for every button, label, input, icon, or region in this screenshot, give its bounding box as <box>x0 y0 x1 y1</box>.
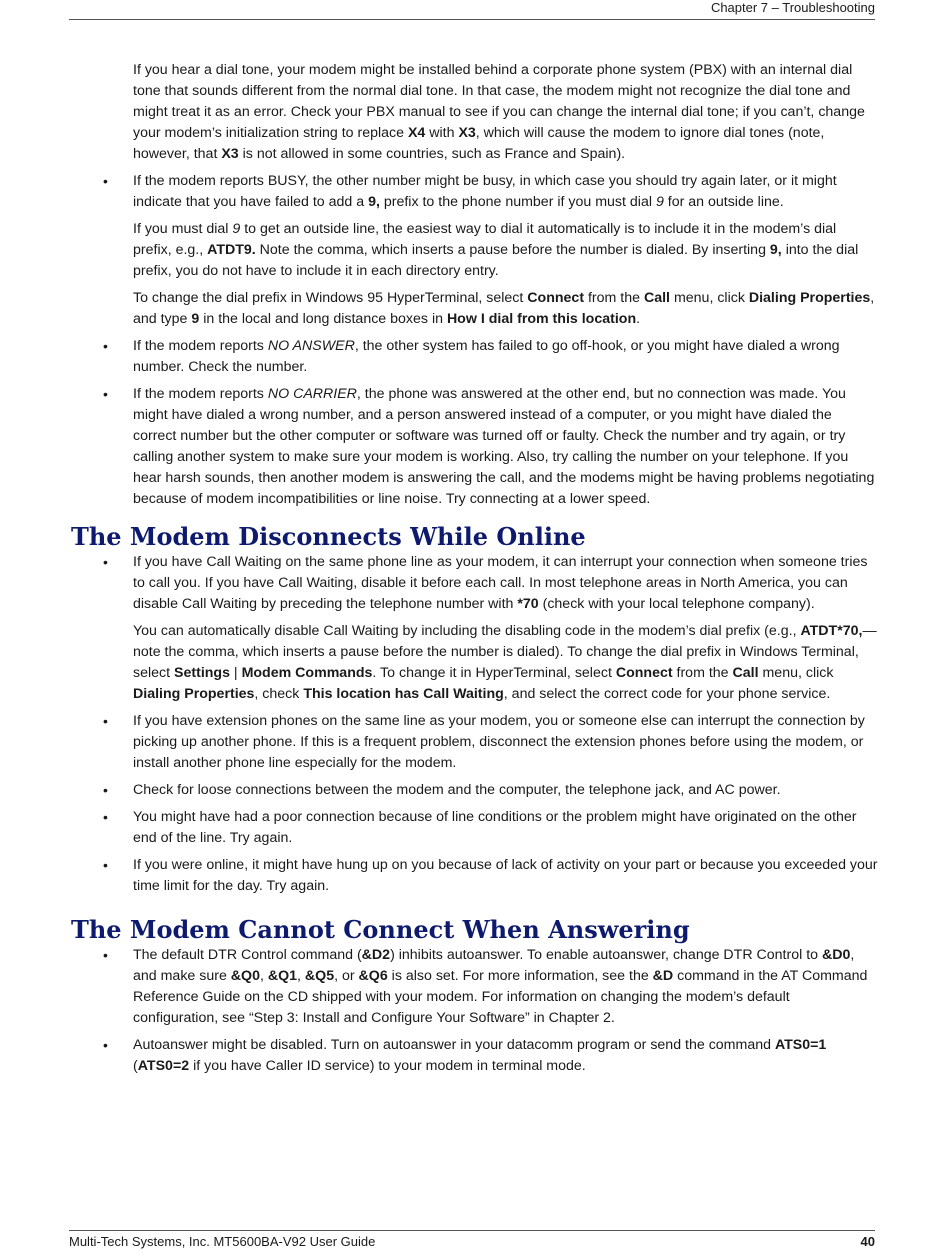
text-run: . <box>636 311 641 327</box>
bullet-icon: • <box>103 386 108 402</box>
bold-run: Connect <box>615 665 673 681</box>
text-run: , <box>297 968 305 984</box>
bold-run: ATDT*70, <box>800 623 863 639</box>
bullet-item <box>103 336 878 378</box>
bullet-icon: • <box>103 554 108 570</box>
text-run: if you have Caller ID service) to your modem in terminal mode. <box>189 1058 586 1074</box>
bullet-item <box>103 552 878 615</box>
text-run: with <box>425 125 459 141</box>
bold-run: X3 <box>221 146 239 162</box>
paragraph-text <box>133 336 878 378</box>
bold-run: &D2 <box>361 947 391 963</box>
text-run: You might have had a poor connection because of line conditions or the problem might have originated on the other end of the line. Try again. <box>133 809 857 846</box>
text-run: If the modem reports BUSY, the other number might be busy, in which case you should try again later, or it might indicate that you have failed to add a <box>133 173 837 210</box>
text-run: If you were online, it might have hung up on you because of lack of activity on your part or because you exceeded your time limit for the day. Try again. <box>133 857 878 894</box>
bullet-item <box>103 171 878 213</box>
text-run: into the dial prefix, you do not have to include it in each directory entry. <box>133 242 859 279</box>
bold-run: This location has Call Waiting <box>303 686 504 702</box>
bullet-icon: • <box>103 947 108 963</box>
paragraph-text <box>133 552 878 615</box>
paragraph-text <box>133 855 878 897</box>
text-run: command in the AT Command Reference Guide on the CD shipped with your modem. For information on changing the modem’s default configuration, see “Step 3: Install and Configure Your Software” in Chapter 2. <box>133 968 868 1026</box>
bullet-item <box>103 780 878 801</box>
bullet-icon: • <box>103 782 108 798</box>
paragraph <box>133 288 878 330</box>
bold-run: X3 <box>458 125 476 141</box>
italic-run: 9 <box>232 221 241 237</box>
text-run: If the modem reports <box>133 338 268 354</box>
text-run: To change the dial prefix in Windows 95 HyperTerminal, select <box>133 290 528 306</box>
text-run: from the <box>672 665 733 681</box>
paragraph-text <box>133 288 878 330</box>
text-run: ( <box>133 1058 138 1074</box>
bold-run: Call <box>643 290 671 306</box>
paragraph-text <box>133 945 878 1029</box>
bold-run: Connect <box>527 290 585 306</box>
text-run: , or <box>334 968 359 984</box>
bold-run: *70 <box>517 596 539 612</box>
bold-run: X4 <box>407 125 426 141</box>
text-run: , check <box>254 686 304 702</box>
bold-run: &Q6 <box>358 968 388 984</box>
paragraph-text <box>133 711 878 774</box>
text-run: Autoanswer might be disabled. Turn on autoanswer in your datacomm program or send the command <box>133 1037 775 1053</box>
text-run: , the phone was answered at the other end, but no connection was made. You might have dialed a wrong number, and a person answered instead of a computer, or you might have dialed the correct number but the other computer or software was turned off or faulty. Check the number and try again, or try calling another system to make sure your modem is working. Also, try calling the number on your telephone. If you hear harsh sounds, then another modem is answering the call, and the modems might be having problems negotiating because of modem incompatibilities or line noise. Try connecting at a lower speed. <box>133 386 875 507</box>
paragraph-text <box>133 1035 878 1077</box>
bullet-icon: • <box>103 1037 108 1053</box>
bold-run: ATS0=1 <box>774 1037 827 1053</box>
bullet-icon: • <box>103 713 108 729</box>
text-run: ) inhibits autoanswer. To enable autoanswer, change DTR Control to <box>390 947 822 963</box>
bold-run: &D0 <box>821 947 851 963</box>
bullet-icon: • <box>103 809 108 825</box>
page-footer <box>69 1230 875 1251</box>
paragraph <box>133 60 878 165</box>
document-body <box>0 60 950 1083</box>
text-run: Note the comma, which inserts a pause before the number is dialed. By inserting <box>255 242 770 258</box>
text-run: prefix to the phone number if you must dial <box>379 194 656 210</box>
bullet-item <box>103 711 878 774</box>
text-run: If you hear a dial tone, your modem might be installed behind a corporate phone system (PBX) with an internal dial tone that sounds different from the normal dial tone. In that case, the modem might not recognize the dial tone and might treat it as an error. Check your PBX manual to see if you can change the internal dial tone; if you can’t, change your modem’s initialization string to replace <box>133 62 865 141</box>
paragraph-text <box>133 60 878 165</box>
bullet-icon: • <box>103 338 108 354</box>
bold-run: Call <box>732 665 759 681</box>
text-run: , and make sure <box>133 947 855 984</box>
bold-run: &Q1 <box>267 968 298 984</box>
bullet-item <box>103 807 878 849</box>
bold-run: 9 <box>191 311 200 327</box>
italic-run: NO CARRIER <box>267 386 357 402</box>
footer-guide-title: Multi-Tech Systems, Inc. MT5600BA-V92 User Guide <box>69 1234 376 1249</box>
bullet-item <box>103 945 878 1029</box>
text-run: from the <box>584 290 644 306</box>
text-run: If you must dial <box>133 221 233 237</box>
page-number: 40 <box>860 1234 875 1249</box>
text-run: The default DTR Control command ( <box>133 947 362 963</box>
text-run: If you have Call Waiting on the same phone line as your modem, it can interrupt your connection when someone tries to call you. If you have Call Waiting, disable it before each call. In most telephone areas in North America, you can disable Call Waiting by preceding the telephone number with <box>133 554 868 612</box>
chapter-title: Chapter 7 – Troubleshooting <box>710 0 875 15</box>
paragraph-text <box>133 807 878 849</box>
paragraph-text <box>133 219 878 282</box>
text-run: If the modem reports <box>133 386 268 402</box>
text-run: Check for loose connections between the modem and the computer, the telephone jack, and AC power. <box>133 782 781 798</box>
section-heading: The Modem Disconnects While Online <box>71 522 586 551</box>
bullet-item <box>103 855 878 897</box>
text-run: , <box>259 968 268 984</box>
text-run: If you have extension phones on the same line as your modem, you or someone else can interrupt the connection by picking up another phone. If this is a frequent problem, disconnect the extension phones before using the modem, or install another phone line especially for the modem. <box>133 713 865 771</box>
paragraph <box>133 219 878 282</box>
section-heading: The Modem Cannot Connect When Answering <box>71 915 690 944</box>
bold-run: ATDT9. <box>207 242 256 258</box>
text-run: menu, click <box>670 290 749 306</box>
text-run: (check with your local telephone company). <box>538 596 815 612</box>
text-run: —note the comma, which inserts a pause before the number is dialed). To change the dial prefix in Windows Terminal, select <box>133 623 877 681</box>
text-run: in the local and long distance boxes in <box>199 311 447 327</box>
text-run: menu, click <box>758 665 834 681</box>
bold-run: 9, <box>769 242 782 258</box>
text-run: is also set. For more information, see the <box>387 968 653 984</box>
paragraph-text <box>133 621 878 705</box>
bold-run: How I dial from this location <box>446 311 637 327</box>
paragraph-text <box>133 780 878 801</box>
text-run: You can automatically disable Call Waiting by including the disabling code in the modem’s dial prefix (e.g., <box>133 623 801 639</box>
text-run: for an outside line. <box>663 194 784 210</box>
italic-run: 9 <box>655 194 664 210</box>
bullet-item <box>103 384 878 510</box>
page-header <box>69 0 875 20</box>
text-run: is not allowed in some countries, such as France and Spain). <box>238 146 626 162</box>
bold-run: Dialing Properties <box>133 686 255 702</box>
text-run: , which will cause the modem to ignore dial tones (note, however, that <box>133 125 825 162</box>
italic-run: NO ANSWER <box>267 338 355 354</box>
bold-run: &D <box>652 968 674 984</box>
bold-run: Dialing Properties <box>748 290 871 306</box>
text-run: , and type <box>133 290 875 327</box>
paragraph <box>133 621 878 705</box>
bullet-item <box>103 1035 878 1077</box>
text-run: | <box>229 665 242 681</box>
bold-run: 9, <box>368 194 380 210</box>
bold-run: Modem Commands <box>241 665 373 681</box>
text-run: , the other system has failed to go off-hook, or you might have dialed a wrong number. Check the number. <box>133 338 840 375</box>
text-run: to get an outside line, the easiest way to dial it automatically is to include it in the modem’s dial prefix, e.g., <box>133 221 837 258</box>
bold-run: Settings <box>174 665 230 681</box>
paragraph-text <box>133 384 878 510</box>
bold-run: &Q0 <box>230 968 260 984</box>
paragraph-text <box>133 171 878 213</box>
bullet-icon: • <box>103 173 108 189</box>
text-run: , and select the correct code for your phone service. <box>503 686 831 702</box>
text-run: . To change it in HyperTerminal, select <box>372 665 616 681</box>
bold-run: ATS0=2 <box>137 1058 190 1074</box>
bullet-icon: • <box>103 857 108 873</box>
bold-run: &Q5 <box>304 968 335 984</box>
